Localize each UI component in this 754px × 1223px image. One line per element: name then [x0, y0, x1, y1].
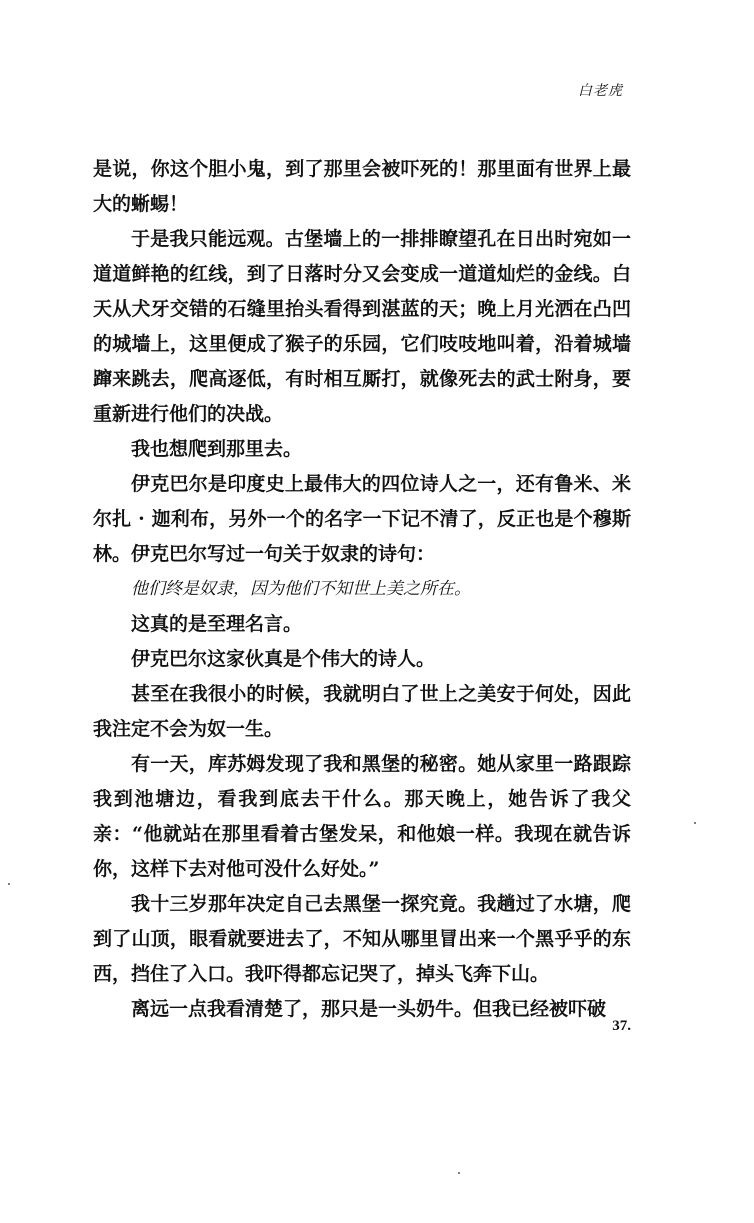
paragraph: 甚至在我很小的时候，我就明白了世上之美安于何处，因此我注定不会为奴一生。 — [93, 683, 631, 740]
paragraph: 有一天，库苏姆发现了我和黑堡的秘密。她从家里一路跟踪我到池塘边，看我到底去干什么。那天晚上，她告诉了我父亲：“他就站在那里看着古堡发呆，和他娘一样。我现在就告诉你，这样下去对他可没什么好处。” — [93, 753, 631, 880]
paragraph: 是说，你这个胆小鬼，到了那里会被吓死的！那里面有世界上最大的蜥蜴！ — [93, 158, 631, 215]
scan-speck — [8, 883, 10, 885]
paragraph: 离远一点我看清楚了，那只是一头奶牛。但我已经被吓破 — [131, 998, 607, 1020]
poem-quote: 他们终是奴隶，因为他们不知世上美之所在。 — [131, 579, 471, 599]
page-number: 37. — [612, 1018, 631, 1034]
running-header: 白老虎 — [578, 83, 623, 99]
paragraph: 伊克巴尔是印度史上最伟大的四位诗人之一，还有鲁米、米尔扎 · 迦利布，另外一个的名字一下记不清了，反正也是个穆斯林。伊克巴尔写过一句关于奴隶的诗句： — [93, 473, 631, 565]
paragraph: 伊克巴尔这家伙真是个伟大的诗人。 — [131, 648, 436, 670]
paragraph: 这真的是至理名言。 — [131, 613, 303, 635]
scan-speck — [458, 1172, 460, 1174]
scan-speck — [694, 822, 696, 824]
body-text — [93, 152, 631, 1027]
paragraph: 于是我只能远观。古堡墙上的一排排瞭望孔在日出时宛如一道道鲜艳的红线，到了日落时分又会变成一道道灿烂的金线。白天从犬牙交错的石缝里抬头看得到湛蓝的天；晚上月光洒在凸凹的城墙上，这里便成了猴子的乐园，它们吱吱地叫着，沿着城墙蹿来跳去，爬高逐低，有时相互厮打，就像死去的武士附身，要重新进行他们的决战。 — [93, 228, 631, 425]
paragraph: 我十三岁那年决定自己去黑堡一探究竟。我趟过了水塘，爬到了山顶，眼看就要进去了，不知从哪里冒出来一个黑乎乎的东西，挡住了入口。我吓得都忘记哭了，掉头飞奔下山。 — [93, 893, 631, 985]
paragraph: 我也想爬到那里去。 — [131, 438, 303, 460]
